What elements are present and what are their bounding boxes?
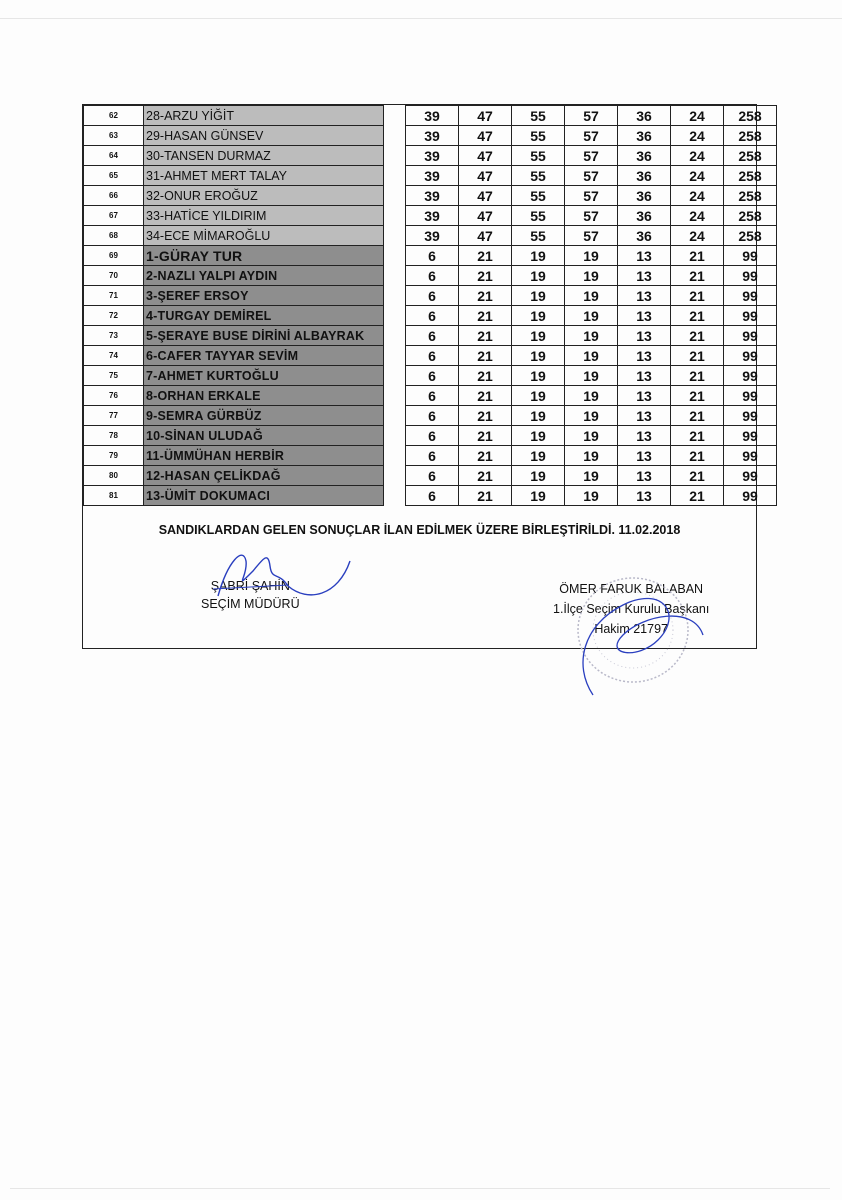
- vote-count: 36: [618, 206, 671, 226]
- vote-count: 39: [406, 106, 459, 126]
- vote-total: 258: [724, 206, 777, 226]
- vote-count: 21: [671, 286, 724, 306]
- row-number: 77: [84, 406, 144, 426]
- row-number: 71: [84, 286, 144, 306]
- signer-title-right: 1.İlçe Seçim Kurulu Başkanı: [553, 602, 710, 616]
- vote-count: 19: [565, 346, 618, 366]
- vote-count: 19: [512, 406, 565, 426]
- vote-count: 21: [671, 426, 724, 446]
- table-row: [84, 326, 777, 346]
- vote-count: 6: [406, 346, 459, 366]
- vote-count: 24: [671, 226, 724, 246]
- vote-count: 19: [565, 306, 618, 326]
- table-row: [84, 166, 777, 186]
- vote-count: 47: [459, 146, 512, 166]
- vote-total: 258: [724, 126, 777, 146]
- candidate-name: 2-NAZLI YALPI AYDIN: [144, 266, 384, 286]
- candidate-name: 10-SİNAN ULUDAĞ: [144, 426, 384, 446]
- vote-count: 13: [618, 466, 671, 486]
- vote-count: 19: [512, 386, 565, 406]
- vote-count: 55: [512, 186, 565, 206]
- merge-note: SANDIKLARDAN GELEN SONUÇLAR İLAN EDİLMEK ÜZERE BİRLEŞTİRİLDİ. 11.02.2018: [158, 523, 681, 537]
- vote-count: 21: [671, 466, 724, 486]
- table-row: [84, 106, 777, 126]
- vote-count: 6: [406, 246, 459, 266]
- column-gap: [384, 446, 406, 466]
- table-row: [84, 266, 777, 286]
- row-number: 70: [84, 266, 144, 286]
- column-gap: [384, 126, 406, 146]
- vote-count: 47: [459, 166, 512, 186]
- vote-count: 19: [565, 446, 618, 466]
- candidate-name: 28-ARZU YİĞİT: [144, 106, 384, 126]
- vote-count: 39: [406, 226, 459, 246]
- column-gap: [384, 386, 406, 406]
- candidate-name: 31-AHMET MERT TALAY: [144, 166, 384, 186]
- table-row: [84, 466, 777, 486]
- column-gap: [384, 266, 406, 286]
- vote-count: 55: [512, 206, 565, 226]
- scan-line: [10, 1188, 830, 1189]
- candidate-name: 13-ÜMİT DOKUMACI: [144, 486, 384, 506]
- vote-count: 39: [406, 126, 459, 146]
- vote-count: 19: [565, 486, 618, 506]
- vote-count: 36: [618, 226, 671, 246]
- column-gap: [384, 286, 406, 306]
- vote-count: 24: [671, 146, 724, 166]
- vote-count: 6: [406, 446, 459, 466]
- column-gap: [384, 226, 406, 246]
- vote-count: 21: [459, 466, 512, 486]
- vote-count: 13: [618, 346, 671, 366]
- vote-count: 6: [406, 366, 459, 386]
- vote-count: 36: [618, 186, 671, 206]
- row-number: 68: [84, 226, 144, 246]
- row-number: 62: [84, 106, 144, 126]
- vote-count: 21: [671, 326, 724, 346]
- vote-count: 47: [459, 106, 512, 126]
- table-row: [84, 126, 777, 146]
- row-number: 75: [84, 366, 144, 386]
- candidate-name: 34-ECE MİMAROĞLU: [144, 226, 384, 246]
- vote-count: 21: [459, 326, 512, 346]
- vote-count: 36: [618, 146, 671, 166]
- official-seal-icon: [563, 545, 723, 705]
- table-row: [84, 486, 777, 506]
- vote-count: 47: [459, 186, 512, 206]
- vote-total: 258: [724, 106, 777, 126]
- vote-count: 24: [671, 126, 724, 146]
- signature-scribble-left-icon: [198, 541, 358, 611]
- column-gap: [384, 326, 406, 346]
- vote-total: 258: [724, 146, 777, 166]
- vote-total: 99: [724, 406, 777, 426]
- row-number: 81: [84, 486, 144, 506]
- vote-count: 13: [618, 246, 671, 266]
- vote-count: 19: [512, 266, 565, 286]
- vote-total: 99: [724, 366, 777, 386]
- vote-count: 19: [565, 326, 618, 346]
- table-row: [84, 146, 777, 166]
- row-number: 67: [84, 206, 144, 226]
- vote-count: 57: [565, 126, 618, 146]
- vote-total: 99: [724, 286, 777, 306]
- row-number: 80: [84, 466, 144, 486]
- vote-count: 6: [406, 326, 459, 346]
- vote-count: 24: [671, 106, 724, 126]
- results-table: [83, 105, 777, 506]
- column-gap: [384, 466, 406, 486]
- vote-count: 19: [565, 366, 618, 386]
- row-number: 76: [84, 386, 144, 406]
- vote-count: 19: [512, 346, 565, 366]
- row-number: 64: [84, 146, 144, 166]
- table-row: [84, 206, 777, 226]
- vote-count: 19: [565, 386, 618, 406]
- column-gap: [384, 346, 406, 366]
- table-row: [84, 346, 777, 366]
- vote-total: 99: [724, 426, 777, 446]
- table-row: [84, 186, 777, 206]
- vote-count: 21: [459, 406, 512, 426]
- vote-count: 19: [512, 366, 565, 386]
- vote-count: 13: [618, 286, 671, 306]
- candidate-name: 7-AHMET KURTOĞLU: [144, 366, 384, 386]
- vote-count: 19: [512, 426, 565, 446]
- vote-count: 21: [459, 306, 512, 326]
- vote-count: 21: [671, 346, 724, 366]
- table-row: [84, 306, 777, 326]
- row-number: 69: [84, 246, 144, 266]
- vote-count: 13: [618, 386, 671, 406]
- vote-count: 39: [406, 186, 459, 206]
- candidate-name: 5-ŞERAYE BUSE DİRİNİ ALBAYRAK: [144, 326, 384, 346]
- vote-count: 13: [618, 486, 671, 506]
- column-gap: [384, 146, 406, 166]
- vote-count: 13: [618, 366, 671, 386]
- vote-count: 6: [406, 306, 459, 326]
- column-gap: [384, 206, 406, 226]
- vote-count: 19: [512, 486, 565, 506]
- vote-total: 99: [724, 246, 777, 266]
- signer-id-right: Hakim 21797: [594, 622, 668, 636]
- vote-count: 57: [565, 226, 618, 246]
- vote-count: 13: [618, 306, 671, 326]
- vote-total: 99: [724, 386, 777, 406]
- vote-count: 19: [512, 246, 565, 266]
- vote-count: 13: [618, 446, 671, 466]
- vote-count: 55: [512, 146, 565, 166]
- vote-count: 21: [671, 246, 724, 266]
- results-frame: [82, 104, 762, 649]
- vote-count: 57: [565, 146, 618, 166]
- vote-total: 99: [724, 446, 777, 466]
- vote-count: 57: [565, 106, 618, 126]
- vote-count: 13: [618, 266, 671, 286]
- table-row: [84, 446, 777, 466]
- vote-total: 258: [724, 186, 777, 206]
- vote-count: 55: [512, 106, 565, 126]
- table-row: [84, 246, 777, 266]
- table-row: [84, 366, 777, 386]
- signer-title-left: SEÇİM MÜDÜRÜ: [201, 597, 300, 611]
- vote-count: 19: [565, 466, 618, 486]
- candidate-name: 33-HATİCE YILDIRIM: [144, 206, 384, 226]
- vote-count: 55: [512, 166, 565, 186]
- candidate-name: 29-HASAN GÜNSEV: [144, 126, 384, 146]
- row-number: 74: [84, 346, 144, 366]
- vote-count: 21: [459, 246, 512, 266]
- vote-count: 24: [671, 206, 724, 226]
- vote-count: 39: [406, 206, 459, 226]
- vote-count: 21: [671, 386, 724, 406]
- column-gap: [384, 186, 406, 206]
- vote-count: 55: [512, 226, 565, 246]
- vote-count: 6: [406, 266, 459, 286]
- candidate-name: 4-TURGAY DEMİREL: [144, 306, 384, 326]
- vote-count: 47: [459, 126, 512, 146]
- signer-name-right: ÖMER FARUK BALABAN: [559, 582, 704, 596]
- vote-count: 36: [618, 106, 671, 126]
- vote-count: 21: [459, 266, 512, 286]
- vote-count: 19: [512, 326, 565, 346]
- vote-count: 57: [565, 186, 618, 206]
- vote-count: 19: [512, 286, 565, 306]
- column-gap: [384, 366, 406, 386]
- vote-total: 258: [724, 226, 777, 246]
- vote-count: 24: [671, 186, 724, 206]
- scan-line: [0, 18, 842, 19]
- vote-count: 13: [618, 326, 671, 346]
- vote-count: 13: [618, 426, 671, 446]
- vote-count: 39: [406, 166, 459, 186]
- column-gap: [384, 106, 406, 126]
- candidate-name: 1-GÜRAY TUR: [144, 246, 384, 266]
- column-gap: [384, 246, 406, 266]
- vote-count: 21: [459, 286, 512, 306]
- candidate-name: 8-ORHAN ERKALE: [144, 386, 384, 406]
- candidate-name: 6-CAFER TAYYAR SEVİM: [144, 346, 384, 366]
- row-number: 63: [84, 126, 144, 146]
- vote-count: 55: [512, 126, 565, 146]
- vote-count: 21: [671, 406, 724, 426]
- column-gap: [384, 486, 406, 506]
- vote-count: 19: [512, 466, 565, 486]
- vote-count: 21: [459, 346, 512, 366]
- candidate-name: 3-ŞEREF ERSOY: [144, 286, 384, 306]
- row-number: 65: [84, 166, 144, 186]
- vote-count: 19: [512, 446, 565, 466]
- vote-count: 57: [565, 166, 618, 186]
- vote-total: 99: [724, 326, 777, 346]
- row-number: 66: [84, 186, 144, 206]
- table-row: [84, 226, 777, 246]
- vote-total: 258: [724, 166, 777, 186]
- vote-count: 19: [565, 266, 618, 286]
- vote-count: 24: [671, 166, 724, 186]
- vote-count: 21: [671, 446, 724, 466]
- vote-count: 47: [459, 226, 512, 246]
- vote-count: 21: [459, 426, 512, 446]
- column-gap: [384, 166, 406, 186]
- vote-count: 21: [459, 486, 512, 506]
- table-row: [84, 406, 777, 426]
- row-number: 79: [84, 446, 144, 466]
- vote-total: 99: [724, 266, 777, 286]
- vote-count: 19: [512, 306, 565, 326]
- vote-count: 21: [671, 306, 724, 326]
- column-gap: [384, 306, 406, 326]
- vote-count: 19: [565, 406, 618, 426]
- vote-count: 21: [671, 486, 724, 506]
- vote-total: 99: [724, 466, 777, 486]
- table-row: [84, 386, 777, 406]
- vote-count: 21: [459, 446, 512, 466]
- vote-count: 36: [618, 166, 671, 186]
- table-row: [84, 426, 777, 446]
- vote-count: 13: [618, 406, 671, 426]
- vote-count: 19: [565, 246, 618, 266]
- column-gap: [384, 426, 406, 446]
- candidate-name: 11-ÜMMÜHAN HERBİR: [144, 446, 384, 466]
- vote-count: 6: [406, 426, 459, 446]
- column-gap: [384, 406, 406, 426]
- vote-total: 99: [724, 346, 777, 366]
- vote-count: 6: [406, 466, 459, 486]
- vote-count: 47: [459, 206, 512, 226]
- vote-count: 21: [671, 266, 724, 286]
- candidate-name: 12-HASAN ÇELİKDAĞ: [144, 466, 384, 486]
- vote-count: 21: [459, 386, 512, 406]
- vote-count: 21: [671, 366, 724, 386]
- vote-count: 19: [565, 286, 618, 306]
- row-number: 72: [84, 306, 144, 326]
- vote-count: 57: [565, 206, 618, 226]
- vote-count: 6: [406, 386, 459, 406]
- signer-name-left: ŞABRİ ŞAHİN: [210, 579, 290, 593]
- vote-count: 6: [406, 286, 459, 306]
- candidate-name: 30-TANSEN DURMAZ: [144, 146, 384, 166]
- vote-total: 99: [724, 306, 777, 326]
- candidate-name: 32-ONUR EROĞUZ: [144, 186, 384, 206]
- row-number: 73: [84, 326, 144, 346]
- vote-total: 99: [724, 486, 777, 506]
- vote-count: 21: [459, 366, 512, 386]
- vote-count: 19: [565, 426, 618, 446]
- table-row: [84, 286, 777, 306]
- candidate-name: 9-SEMRA GÜRBÜZ: [144, 406, 384, 426]
- row-number: 78: [84, 426, 144, 446]
- vote-count: 39: [406, 146, 459, 166]
- vote-count: 6: [406, 406, 459, 426]
- vote-count: 36: [618, 126, 671, 146]
- vote-count: 6: [406, 486, 459, 506]
